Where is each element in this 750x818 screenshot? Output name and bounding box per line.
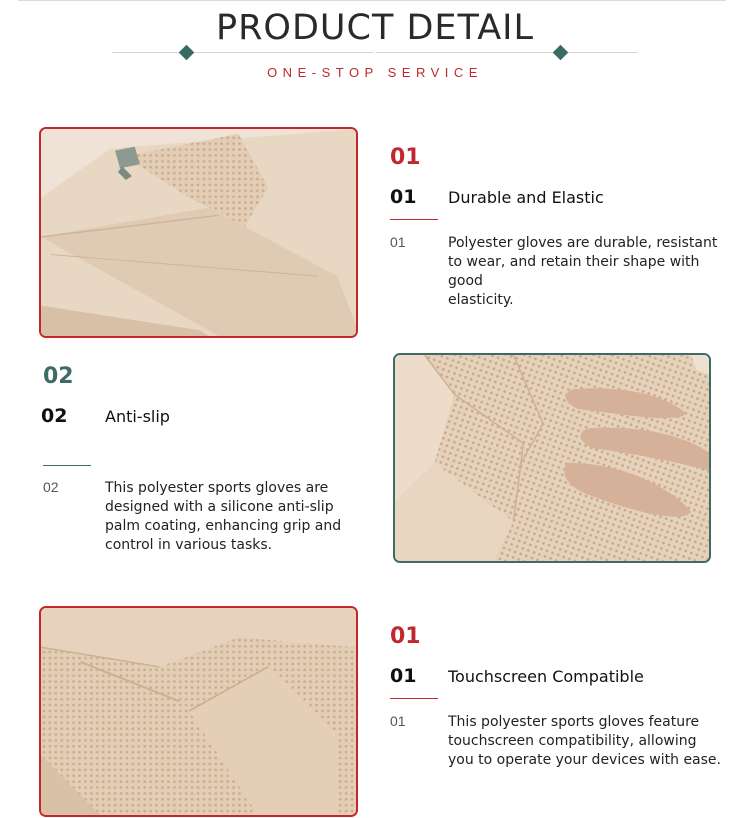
feature-1-description [448, 234, 738, 310]
desc-line: to wear, and retain their shape with good [448, 254, 700, 289]
header-rule-right [376, 52, 638, 53]
page-subtitle: ONE-STOP SERVICE [267, 65, 483, 80]
desc-line: you to operate your devices with ease. [448, 752, 721, 768]
feature-2-rule [43, 465, 91, 466]
feature-1-number: 01 [390, 186, 417, 208]
feature-3-small-number: 01 [390, 713, 406, 729]
feature-1-title: Durable and Elastic [448, 188, 604, 207]
desc-line: This polyester sports gloves feature [448, 714, 700, 730]
desc-line: elasticity. [448, 292, 514, 308]
feature-3-photo [39, 606, 358, 817]
desc-line: palm coating, enhancing grip and [105, 518, 342, 534]
feature-1-rule [390, 219, 438, 220]
header-rule-left [112, 52, 374, 53]
feature-1-big-number: 01 [390, 145, 421, 170]
feature-3-description [448, 713, 738, 770]
feature-2-small-number: 02 [43, 479, 59, 495]
feature-2-big-number: 02 [43, 364, 74, 389]
desc-line: designed with a silicone anti-slip [105, 499, 334, 515]
desc-line: This polyester sports gloves are [105, 480, 329, 496]
feature-1-photo [39, 127, 358, 338]
feature-3-rule [390, 698, 438, 699]
top-divider [18, 0, 726, 1]
page-title: PRODUCT DETAIL [216, 8, 534, 48]
feature-3-big-number: 01 [390, 624, 421, 649]
desc-line: Polyester gloves are durable, resistant [448, 235, 718, 251]
feature-3-title: Touchscreen Compatible [448, 667, 644, 686]
feature-1-small-number: 01 [390, 234, 406, 250]
feature-2-number: 02 [41, 405, 68, 427]
feature-2-title: Anti-slip [105, 407, 170, 426]
feature-2-photo [393, 353, 711, 563]
desc-line: touchscreen compatibility, allowing [448, 733, 697, 749]
desc-line: control in various tasks. [105, 537, 273, 553]
feature-3-number: 01 [390, 665, 417, 687]
feature-2-description [105, 479, 375, 555]
